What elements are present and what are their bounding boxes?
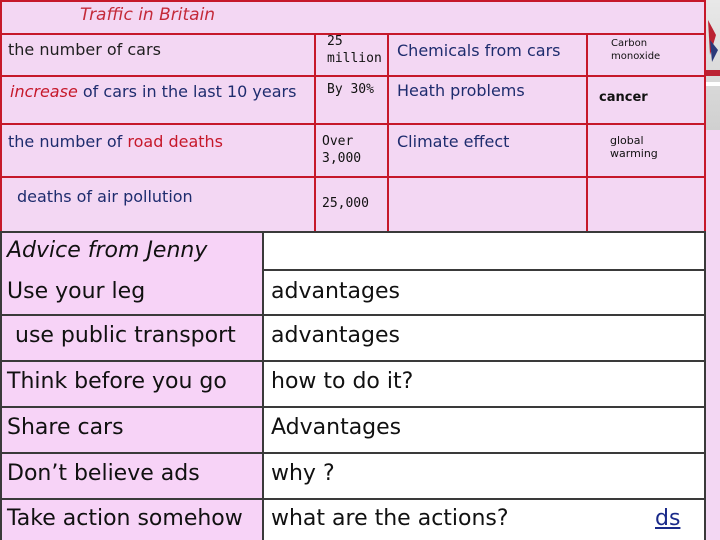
col-divider xyxy=(314,33,316,231)
advice-row-divider xyxy=(0,360,706,362)
advice-item: Think before you go xyxy=(7,369,227,394)
row-label xyxy=(8,132,223,151)
advice-note: advantages xyxy=(271,323,400,348)
col-divider xyxy=(387,33,389,231)
advice-note: advantages xyxy=(271,279,400,304)
row-label-rest: of cars in the last 10 years xyxy=(77,82,297,101)
col-divider xyxy=(0,0,2,231)
row-effect: Chemicals from cars xyxy=(397,41,561,60)
row-value: By 30% xyxy=(327,82,374,97)
advice-note: what are the actions? xyxy=(271,506,509,531)
row-label-start: the number of xyxy=(8,132,128,151)
advice-item: Take action somehow xyxy=(7,506,243,531)
advice-item: Share cars xyxy=(7,415,124,440)
advice-item: Don’t believe ads xyxy=(7,461,200,486)
advice-row-divider xyxy=(0,231,706,233)
advice-heading: Advice from Jenny xyxy=(7,238,208,263)
row-detail: cancer xyxy=(599,90,648,105)
advice-note: why ? xyxy=(271,461,335,486)
footer-link[interactable]: ds xyxy=(655,506,681,531)
row-label: deaths of air pollution xyxy=(17,187,193,206)
advice-col-divider xyxy=(0,231,2,540)
col-divider xyxy=(586,33,588,231)
row-detail: Carbon monoxide xyxy=(611,38,661,62)
advice-row-divider xyxy=(0,498,706,500)
table-title: Traffic in Britain xyxy=(80,5,216,25)
row-value: 25,000 xyxy=(322,196,369,211)
row-label xyxy=(10,82,296,101)
row-effect: Climate effect xyxy=(397,132,510,151)
row-label-highlight: increase xyxy=(10,82,78,101)
advice-row-divider xyxy=(0,406,706,408)
advice-item: use public transport xyxy=(15,323,236,348)
row-value: 25 million xyxy=(327,34,382,66)
row-divider xyxy=(0,176,706,178)
row-detail: global warming xyxy=(610,134,658,160)
row-value: Over 3,000 xyxy=(322,134,362,166)
advice-col-divider xyxy=(704,231,706,540)
top-border xyxy=(0,0,706,2)
flag-decoration xyxy=(706,0,720,130)
advice-note: Advantages xyxy=(271,415,402,440)
advice-item: Use your leg xyxy=(7,279,146,304)
row-label-highlight: road deaths xyxy=(127,132,224,151)
row-divider xyxy=(0,123,706,125)
advice-note: how to do it? xyxy=(271,369,414,394)
advice-col-divider xyxy=(262,231,264,540)
row-effect: Heath problems xyxy=(397,81,525,100)
row-divider xyxy=(0,75,706,77)
advice-row-divider xyxy=(0,452,706,454)
row-label: the number of cars xyxy=(8,40,161,59)
advice-row-divider xyxy=(263,269,706,271)
advice-row-divider xyxy=(0,314,706,316)
